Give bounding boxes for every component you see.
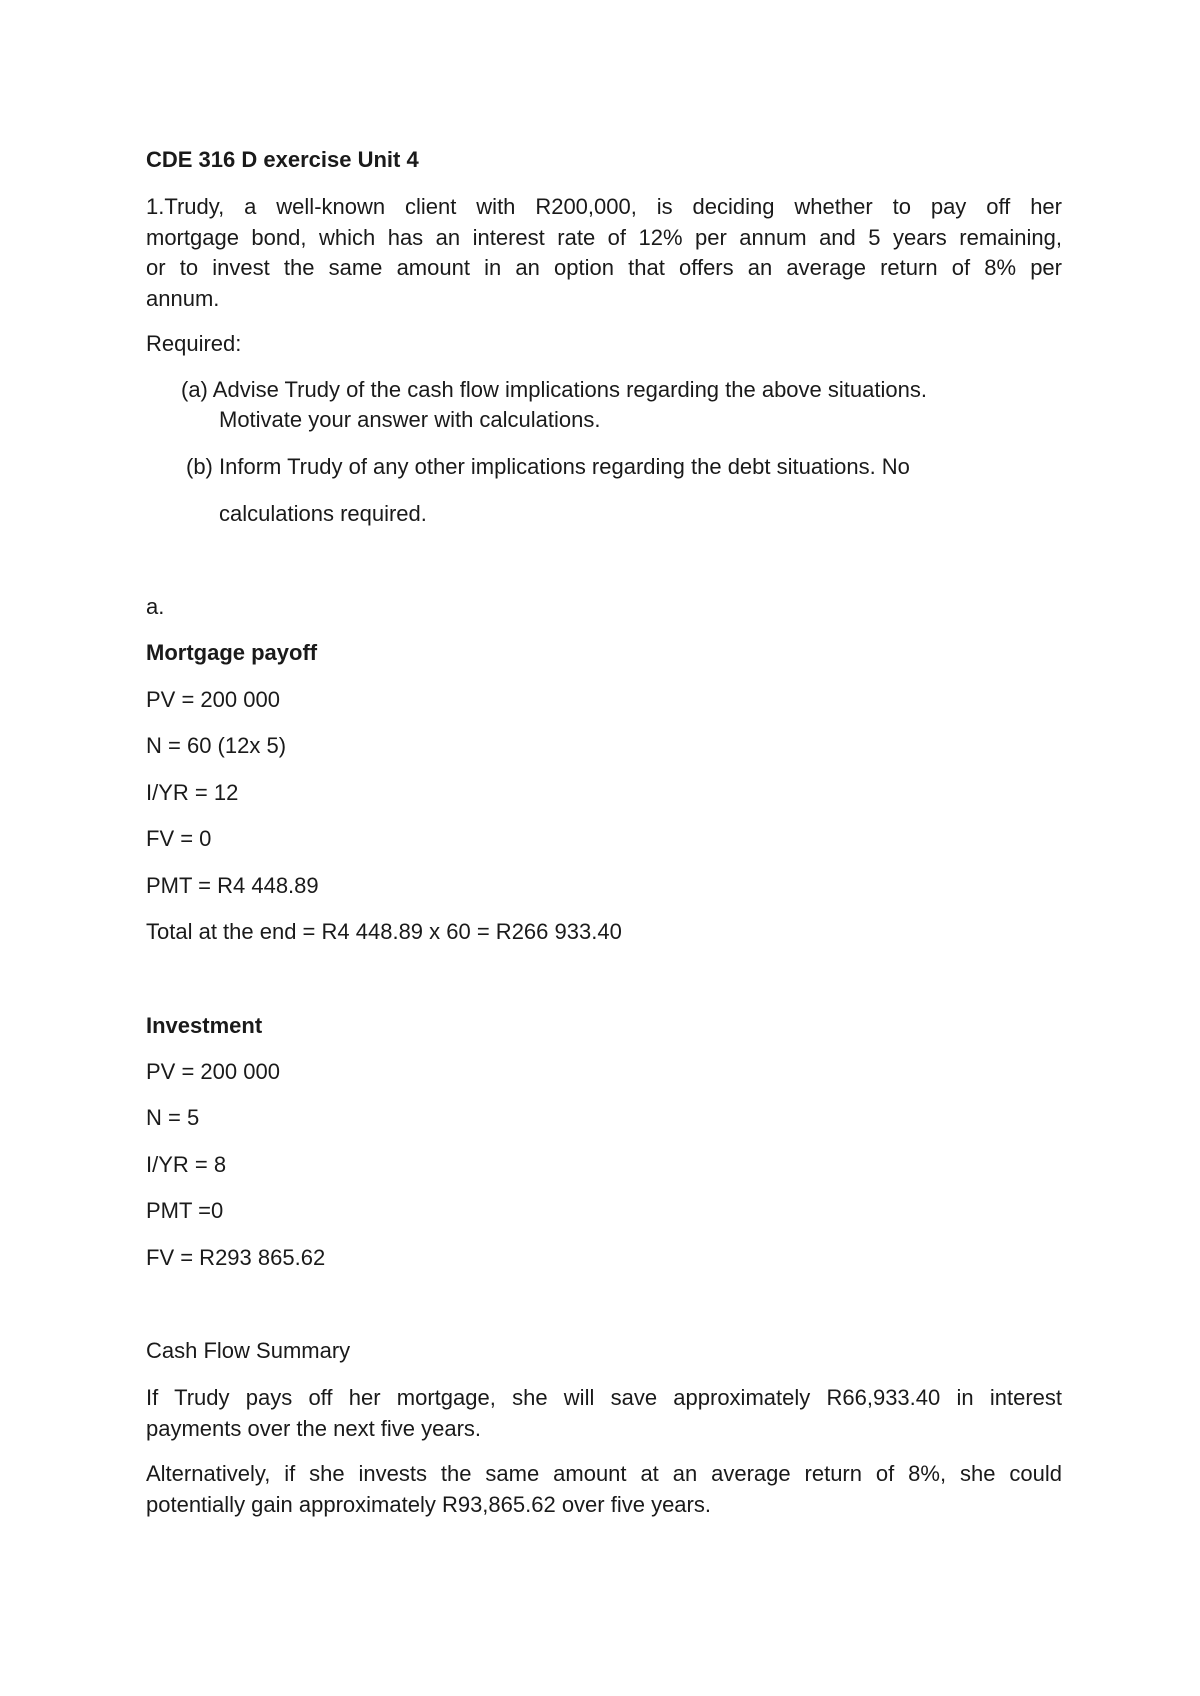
- summary-line: payments over the next five years.: [146, 1415, 482, 1441]
- document-title: CDE 316 D exercise Unit 4: [146, 147, 419, 172]
- question-line: mortgage bond, which has an interest rate of 12% per annum and 5 years remaining,: [146, 224, 1062, 250]
- summary-heading: Cash Flow Summary: [146, 1338, 351, 1363]
- part-a-line-1: (a) Advise Trudy of the cash flow implications regarding the above situations.: [181, 377, 927, 402]
- mortgage-pv: PV = 200 000: [146, 687, 280, 712]
- required-label: Required:: [146, 331, 242, 356]
- investment-iyr: I/YR = 8: [146, 1152, 227, 1177]
- summary-paragraph-2: [146, 1459, 1062, 1520]
- investment-fv: FV = R293 865.62: [146, 1245, 326, 1270]
- part-b-line-1: (b) Inform Trudy of any other implications regarding the debt situations. No: [186, 454, 910, 479]
- part-a-line-2: Motivate your answer with calculations.: [219, 407, 601, 432]
- question-line: 1.Trudy, a well-known client with R200,000, is deciding whether to pay off her: [146, 194, 1062, 219]
- investment-n: N = 5: [146, 1105, 200, 1130]
- mortgage-heading: Mortgage payoff: [146, 640, 318, 665]
- mortgage-n: N = 60 (12x 5): [146, 733, 287, 758]
- mortgage-pmt: PMT = R4 448.89: [146, 873, 319, 898]
- question-line: annum.: [146, 285, 220, 311]
- investment-heading: Investment: [146, 1013, 263, 1038]
- summary-line: If Trudy pays off her mortgage, she will save approximately R66,933.40 in interest: [146, 1385, 1062, 1410]
- question-line: or to invest the same amount in an option that offers an average return of 8% per: [146, 255, 1062, 280]
- summary-paragraph-1: [146, 1383, 1062, 1444]
- part-b-line-2: calculations required.: [219, 501, 427, 526]
- investment-pv: PV = 200 000: [146, 1059, 280, 1084]
- mortgage-iyr: I/YR = 12: [146, 780, 239, 805]
- mortgage-total: Total at the end = R4 448.89 x 60 = R266 933.40: [146, 919, 622, 944]
- question-paragraph: [146, 192, 1062, 314]
- answer-label: a.: [146, 594, 165, 619]
- summary-line: potentially gain approximately R93,865.62 over five years.: [146, 1491, 711, 1517]
- investment-pmt: PMT =0: [146, 1198, 224, 1223]
- mortgage-fv: FV = 0: [146, 826, 212, 851]
- summary-line: Alternatively, if she invests the same amount at an average return of 8%, she could: [146, 1461, 1062, 1486]
